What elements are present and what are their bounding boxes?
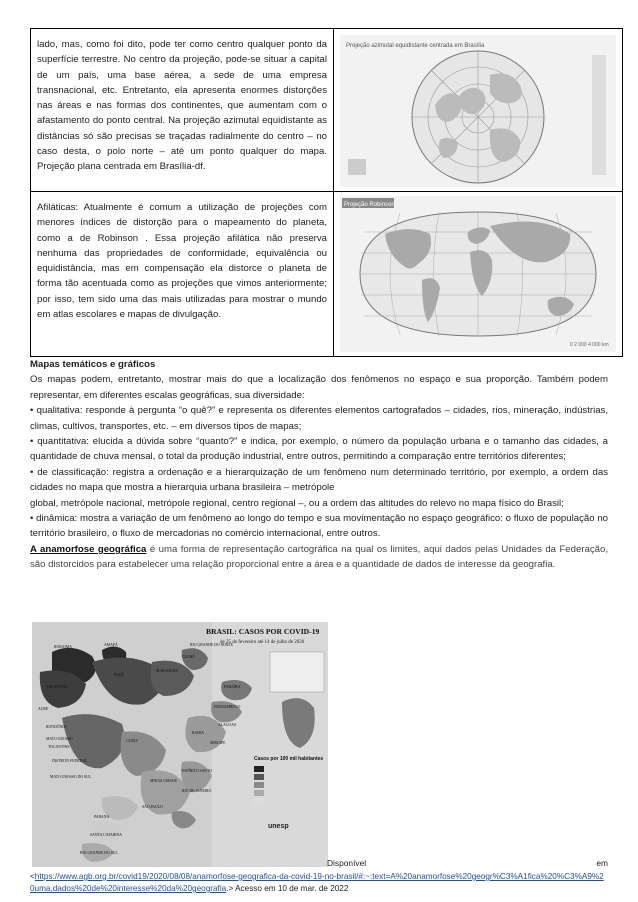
svg-text:0 2 000 4 000 km: 0 2 000 4 000 km — [570, 342, 609, 348]
svg-text:DISTRITO FEDERAL: DISTRITO FEDERAL — [52, 759, 88, 763]
svg-text:MINAS GERAIS: MINAS GERAIS — [150, 779, 177, 783]
svg-text:MARANHÃO: MARANHÃO — [156, 669, 179, 673]
svg-text:ALAGOAS: ALAGOAS — [218, 723, 237, 727]
svg-text:RIO GRANDE DO SUL: RIO GRANDE DO SUL — [80, 851, 118, 855]
svg-text:TOCANTINS: TOCANTINS — [48, 745, 70, 749]
covid-map-graphic — [32, 622, 328, 867]
table-row — [31, 192, 623, 357]
section-intro: Os mapas podem, entretanto, mostrar mais do que a localização dos fenômenos no espaço e sua proporção. Também podem representar, em diferentes escalas geográficas, sua diversidade: — [30, 374, 608, 401]
svg-text:ESPÍRITO SANTO: ESPÍRITO SANTO — [182, 769, 213, 773]
azimuthal-text: lado, mas, como foi dito, pode ter como centro qualquer ponto da superfície terrestre. No centro da projeção, pode-se situar a capital de um país, uma base aérea, a sede de uma empresa transnacional, etc. Entretanto, ela apresenta enormes distorções nas áreas e nas formas dos continentes, que aumentam com o afastamento do ponto central. Na projeção azimutal equidistante as distâncias só são precisas se traçadas radialmente do centro – no caso desta, o polo norte – até um ponto qualquer do mapa. Projeção plana centrada em Brasília-df. — [31, 29, 334, 192]
svg-text:RONDÔNIA: RONDÔNIA — [46, 725, 67, 729]
svg-text:AMAZONAS: AMAZONAS — [46, 685, 68, 689]
svg-text:AMAPÁ: AMAPÁ — [104, 643, 118, 647]
robinson-text: Afiláticas: Atualmente é comum a utilização de projeções com menores índices de distorção para o mapeamento do planeta, como a de Robinson . Essa projeção afilática não preserva nenhuma das propriedades de conformidade, equivalência ou equidistância, mas em compensação ela distorce o planeta de forma tão acentuada como as projeções que vimos anteriormente; por isso, tem sido uma das mais utilizadas para mostrar o mundo em atlas escolares e mapas de divulgação. — [31, 192, 334, 357]
svg-text:RORAIMA: RORAIMA — [54, 645, 72, 649]
anamorfose-term: A anamorfose geográfica — [30, 543, 147, 555]
svg-text:SÃO PAULO: SÃO PAULO — [142, 805, 163, 809]
svg-text:PARANÁ: PARANÁ — [94, 815, 110, 819]
covid-anamorphosis-map — [32, 622, 328, 867]
robinson-caption: Projeção Robinson — [344, 202, 395, 208]
bullet-qualitativa: • qualitativa: responde à pergunta “o quê?” e representa os diferentes elementos cartografados – cidades, rios, mineração, indústrias, climas, cultivos, transportes, etc. – em diversos tipos de mapas; — [30, 405, 608, 432]
bullet-classificacao: • de classificação: registra a ordenação e a hierarquização de um fenômeno num determinado território, por exemplo, a ordem das cidades no mapa que mostra a hierarquia urbana brasileira – metrópole — [30, 466, 608, 494]
covid-map-title: BRASIL: CASOS POR COVID-19 — [206, 627, 320, 636]
azimuthal-map-graphic — [340, 35, 616, 187]
access-date: .> Acesso em 10 de mar. de 2022 — [226, 884, 349, 893]
anamorfose-definition: é uma forma de representação cartográfica na qual os limites, aqui dados pelas Unidades da Federação, são distorcidos para estabelecer uma relação proporcional entre a área e a quantidade de dados de interesse da geografia. — [30, 543, 608, 571]
robinson-projection-image — [340, 196, 616, 352]
bullet-dinamica: • dinâmica: mostra a variação de um fenômeno ao longo do tempo e sua movimentação no espaço geográfico: o fluxo de população no território brasileiro, o fluxo de mercadorias no comércio internacional, entre outros. — [30, 513, 608, 540]
covid-legend-title: Casos por 100 mil habitantes — [254, 756, 324, 762]
robinson-map-graphic — [340, 196, 616, 352]
source-link[interactable]: https://www.agb.org.br/covid19/2020/08/08/anamorfose-geografica-da-covid-19-no-brasil/#:~:text=A%20anamorfose%20geogr%C3%A1fica%20%C3%A9%20uma,dados%20de%20interesse%20da%20geografia — [30, 872, 604, 893]
svg-text:PARÁ: PARÁ — [114, 673, 124, 677]
bullet-classificacao-cont: global, metrópole nacional, metrópole regional, centro regional –, ou a ordem das altitudes do relevo no mapa físico do Brasil; — [30, 497, 564, 509]
azimuthal-caption: Projeção azimutal equidistante centrada em Brasília — [346, 43, 485, 49]
svg-text:RIO DE JANEIRO: RIO DE JANEIRO — [182, 789, 212, 793]
covid-map-subtitle: de 25 de fevereiro até 14 de julho de 2020 — [220, 640, 305, 645]
azimuthal-figure-cell — [334, 29, 623, 192]
bullet-quantitativa: • quantitativa: elucida a dúvida sobre “quanto?” e indica, por exemplo, o número da população urbana e o tamanho das cidades, a quantidade de chuva mensal, o total da produção industrial, entre outros, permitindo a comparação entre territórios diferentes; — [30, 436, 608, 463]
page — [30, 28, 609, 893]
source-citation: <https://www.agb.org.br/covid19/2020/08/08/anamorfose-geografica-da-covid-19-no-brasil/#:~:text=A%20anamorfose%20geogr%C3%A1fica%20%C3%A9%20uma,dados%20de%20interesse%20da%20geografia.> Acesso em 10 de mar. de 2022 — [30, 872, 604, 893]
svg-text:GOIÁS: GOIÁS — [126, 739, 138, 743]
svg-text:SANTA CATARINA: SANTA CATARINA — [90, 833, 122, 837]
svg-text:PERNAMBUCO: PERNAMBUCO — [214, 705, 241, 709]
section-heading: Mapas temáticos e gráficos — [30, 359, 156, 370]
thematic-maps-section — [30, 357, 608, 573]
svg-text:ACRE: ACRE — [38, 707, 49, 711]
svg-text:MATO GROSSO: MATO GROSSO — [46, 737, 73, 741]
svg-text:SERGIPE: SERGIPE — [210, 741, 226, 745]
svg-text:RIO GRANDE DO NORTE: RIO GRANDE DO NORTE — [190, 643, 234, 647]
projection-table — [30, 28, 623, 357]
robinson-figure-cell — [334, 192, 623, 357]
svg-text:CEARÁ: CEARÁ — [182, 655, 195, 659]
azimuthal-projection-image — [340, 35, 616, 187]
svg-text:PARAÍBA: PARAÍBA — [224, 685, 241, 689]
available-label: Disponível — [327, 858, 367, 868]
unesp-logo: unesp — [268, 823, 289, 830]
anamorfose-paragraph — [30, 542, 608, 573]
svg-text:MATO GROSSO DO SUL: MATO GROSSO DO SUL — [50, 775, 92, 779]
available-at-label: em — [596, 858, 608, 868]
svg-text:BAHIA: BAHIA — [192, 731, 205, 735]
table-row — [31, 29, 623, 192]
